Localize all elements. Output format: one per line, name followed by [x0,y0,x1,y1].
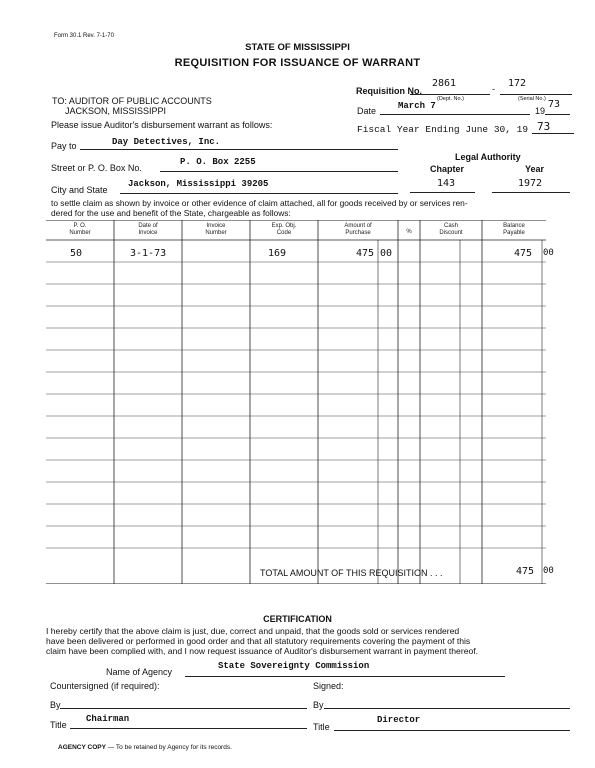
row1-exp-code: 169 [268,248,287,259]
left-title-label: Title [50,720,67,730]
legal-authority-heading: Legal Authority [455,152,521,162]
chapter-label: Chapter [430,164,465,174]
header-invoice-number: Invoice Number [205,223,227,236]
dept-number: 2861 [432,78,457,89]
row1-po-number: 50 [70,248,83,259]
footer-note-text: — To be retained by Agency for its records. [105,744,232,751]
certification-heading: CERTIFICATION [263,614,332,624]
instruction: Please issue Auditor's disbursement warrant as follows: [51,120,273,130]
pay-to-value: Day Detectives, Inc. [112,137,221,147]
form-id: Form 30.1 Rev. 7-1-70 [54,33,114,39]
serial-no-caption: (Serial No.) [518,96,546,102]
addressee-line1: TO: AUDITOR OF PUBLIC ACCOUNTS [52,96,212,106]
year-label: Year [525,164,545,174]
certification-line1: I hereby certify that the above claim is just, due, correct and unpaid, that the goods sold or services rendered [46,626,460,636]
city-value: Jackson, Mississippi 39205 [128,179,269,189]
agency-name-value: State Sovereignty Commission [218,661,370,671]
date-value: March 7 [398,101,436,111]
year-value: 73 [548,99,561,110]
right-title-value: Director [377,715,421,725]
row1-balance-cents: 00 [543,248,554,258]
agency-name-label: Name of Agency [106,667,173,677]
row1-invoice-date: 3-1-73 [130,248,167,259]
claim-table [46,220,554,584]
street-value: P. O. Box 2255 [180,157,256,167]
addressee-line2: JACKSON, MISSISSIPPI [65,106,167,116]
certification-line3: claim have been complied with, and I now request issuance of Auditor's disbursement warrant in payment thereof. [46,646,479,656]
header-amount-of-purchase: Amount of Purchase [344,223,372,236]
state-heading: STATE OF MISSISSIPPI [245,42,350,53]
right-title-label: Title [313,722,330,732]
left-title-value: Chairman [86,714,130,724]
signed-label: Signed: [313,681,344,691]
total-dollars: 475 [516,566,535,577]
right-by-label: By [313,700,324,710]
total-cents: 00 [543,566,554,576]
row1-amount-cents: 00 [380,248,393,259]
pay-to-label: Pay to [51,141,77,151]
date-label: Date [357,106,377,116]
form-title: REQUISITION FOR ISSUANCE OF WARRANT [174,57,421,69]
agency-copy-label: AGENCY COPY [58,744,106,751]
settle-text-line2: dered for the use and benefit of the State, chargeable as follows: [51,208,291,218]
settle-text-line1: to settle claim as shown by invoice or other evidence of claim attached, all for goods received by or services ren- [51,198,468,208]
fiscal-year: Fiscal Year Ending June 30, 19 [357,124,529,135]
city-label: City and State [51,185,108,195]
row1-amount-dollars: 475 [356,248,375,259]
fiscal-year-value: 73 [537,120,551,133]
left-by-label: By [50,700,61,710]
header-cash-discount: Cash Discount [439,223,463,236]
row1-balance-dollars: 475 [514,248,533,259]
header-exp-obj-code: Exp. Obj. Code [271,223,297,236]
dept-no-caption: (Dept. No.) [437,96,464,102]
street-label: Street or P. O. Box No. [51,163,142,173]
chapter-value: 143 [437,178,456,189]
authority-year-value: 1972 [518,178,543,189]
requisition-label: Requisition No. [356,86,422,96]
total-label: TOTAL AMOUNT OF THIS REQUISITION . . . [260,568,443,578]
header-percent: % [406,229,412,235]
footer-note [58,744,232,751]
header-date-of-invoice: Date of Invoice [138,223,158,236]
table-lines [46,220,546,584]
countersigned-label: Countersigned (if required): [50,681,160,691]
header-po: P. O. Number [69,223,91,236]
certification-line2: have been delivered or performed in good order and that all statutory requirements covering the payment of this [46,636,471,646]
year-prefix: 19 [535,106,546,116]
header-balance-payable: Balance Payable [503,223,525,236]
serial-number: 172 [508,78,527,89]
